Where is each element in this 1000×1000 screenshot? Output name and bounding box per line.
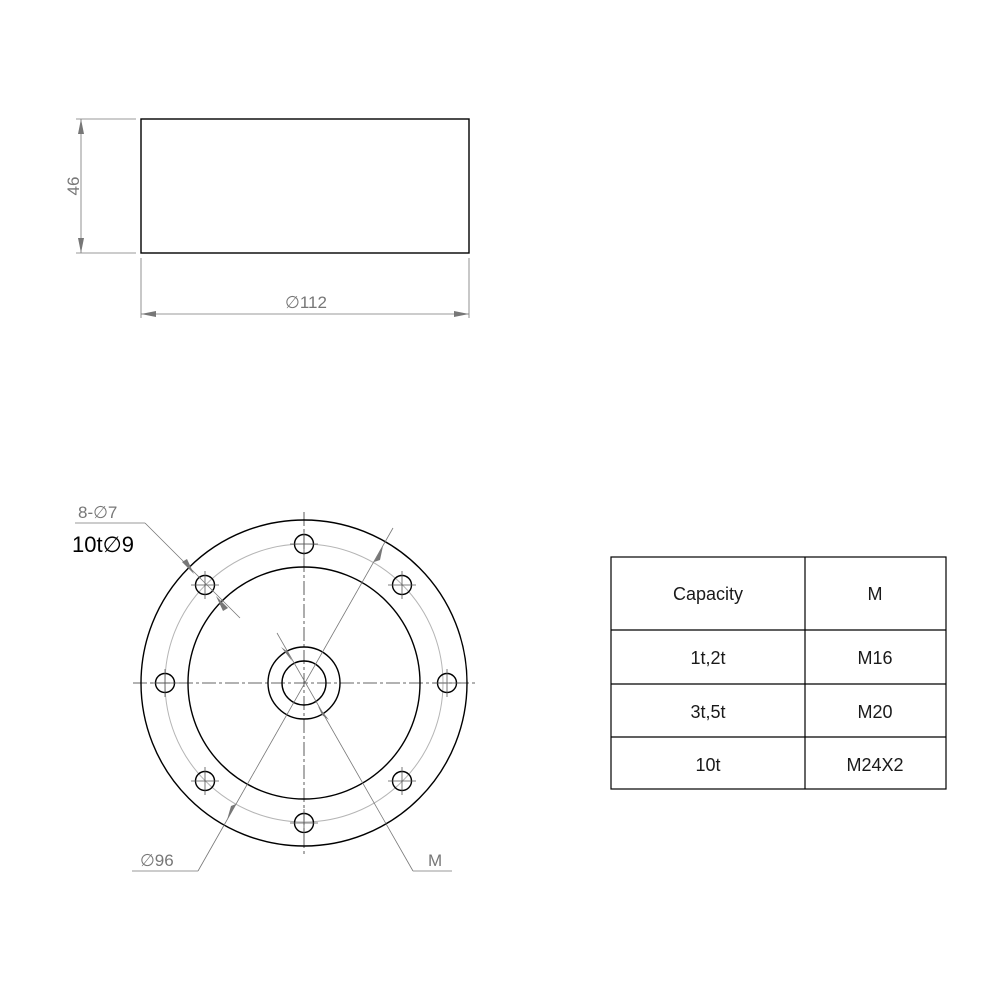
bolt-hole [290, 530, 318, 558]
pcd-label: ∅96 [140, 851, 174, 870]
bolt-hole [191, 767, 219, 795]
table-header-capacity: Capacity [672, 584, 744, 604]
side-view [64, 119, 469, 318]
height-dimension [64, 119, 136, 253]
diameter-dimension-label: ∅112 [285, 293, 327, 312]
bolt-hole [151, 669, 179, 697]
table-cell-capacity: 1t,2t [690, 648, 726, 668]
table-header-m: M [867, 584, 883, 604]
bolt-holes-label: 8-∅7 [78, 503, 118, 522]
bolt-hole [191, 571, 219, 599]
table-cell-m: M20 [857, 702, 893, 722]
plan-view [72, 503, 478, 871]
side-view-body [141, 119, 469, 253]
pcd-leader [132, 528, 393, 871]
bolt-hole [433, 669, 461, 697]
capacity-table [611, 557, 946, 789]
diameter-dimension [141, 258, 469, 318]
bolt-hole-leader [72, 503, 240, 618]
bolt-holes-10t-label: 10t∅9 [72, 532, 134, 557]
height-dimension-label: 46 [64, 176, 83, 196]
table-cell-m: M24X2 [846, 755, 904, 775]
table-cell-m: M16 [857, 648, 893, 668]
bolt-hole [290, 809, 318, 837]
table-cell-capacity: 10t [695, 755, 721, 775]
thread-label: M [428, 851, 443, 870]
thread-leader [277, 633, 452, 871]
table-cell-capacity: 3t,5t [690, 702, 726, 722]
